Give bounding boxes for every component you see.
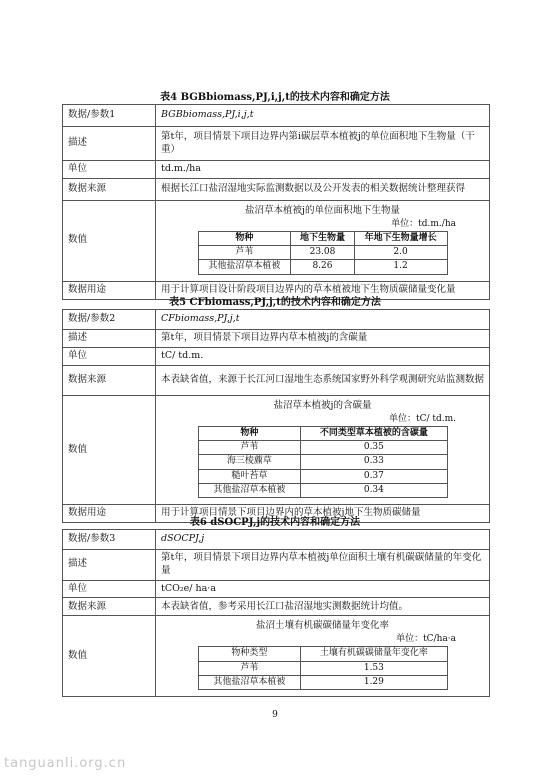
table4-param-value: BGBbiomass,PJ,i,j,t: [156, 105, 490, 127]
table4-desc-key: 描述: [63, 127, 156, 161]
table5-caption: 表5 CFbiomass,PJ,j,t的技术内容和确定方法: [169, 297, 381, 308]
table-cell: 2.0: [354, 246, 447, 260]
table4-source-value: 根据长江口盐沼湿地实际监测数据以及公开发表的相关数据统计整理获得: [156, 179, 490, 201]
table5-unit-value: tC/ td.m.: [156, 348, 490, 366]
table5-inner-table: [198, 426, 448, 498]
table4-inner-title: 盐沼草本植被j的单位面积地下生物量: [245, 205, 400, 216]
table-cell: 其他盐沼草本植被: [198, 483, 301, 497]
table6-param-key: 数据/参数3: [63, 530, 156, 550]
table4-inner-header: 物种: [198, 231, 291, 245]
table5-desc-key: 描述: [63, 330, 156, 348]
table-row: [198, 675, 447, 689]
table4-value-key: 数值: [63, 201, 156, 282]
table5-inner-header: 物种: [198, 426, 301, 440]
table-row: [198, 441, 447, 455]
table4-inner-header: 年地下生物量增长: [354, 231, 447, 245]
table5-inner-unit: 单位：tC/ td.m.: [388, 413, 456, 424]
table6-inner-table: [198, 646, 448, 690]
table-cell: 1.2: [354, 260, 447, 274]
table5-source-value: 本表缺省值，来源于长江河口湿地生态系统国家野外科学观测研究站监测数据: [156, 365, 490, 395]
table6-source-key: 数据来源: [63, 598, 156, 616]
table4-unit-value: td.m./ha: [156, 161, 490, 179]
table-cell: 海三棱藨草: [198, 455, 301, 469]
table6: [62, 529, 490, 697]
table-row: [198, 455, 447, 469]
table5-value-key: 数值: [63, 395, 156, 504]
table4-inner-unit: 单位：td.m./ha: [391, 218, 456, 229]
table-cell: 糙叶苔草: [198, 469, 301, 483]
table6-desc-value: 第t年，项目情景下项目边界内草本植被j单位面积土壤有机碳碳储量的年变化量: [156, 550, 490, 581]
table-cell: 0.33: [301, 455, 447, 469]
table-cell: 其他盐沼草本植被: [198, 260, 291, 274]
table6-desc-key: 描述: [63, 550, 156, 581]
table-cell: 8.26: [291, 260, 354, 274]
table6-source-value: 本表缺省值，参考采用长江口盐沼湿地实测数据统计均值。: [156, 598, 490, 616]
table4-inner-table: [198, 231, 448, 275]
table6-inner-header: 土壤有机碳碳储量年变化率: [301, 647, 447, 661]
table6-param-value: dSOCPJ,j: [156, 530, 490, 550]
table5-inner-header: 不同类型草本植被的含碳量: [301, 426, 447, 440]
table6-caption: 表6 dSOCPJ,j的技术内容和确定方法: [189, 517, 361, 528]
table5-value-cell: [156, 395, 490, 504]
table-row: [198, 661, 447, 675]
table6-unit-key: 单位: [63, 580, 156, 598]
table-cell: 0.34: [301, 483, 447, 497]
table5-use-value: 用于计算项目情景下项目边界内的草本植被j地下生物质碳储量: [156, 505, 490, 523]
table-row: [198, 260, 447, 274]
table5: [62, 309, 490, 523]
table5-param-key: 数据/参数2: [63, 310, 156, 330]
table5-desc-value: 第t年，项目情景下项目边界内草本植被j的含碳量: [156, 330, 490, 348]
table-cell: 其他盐沼草本植被: [198, 675, 301, 689]
table5-use-key: 数据用途: [63, 505, 156, 523]
table-cell: 23.08: [291, 246, 354, 260]
table6-inner-header: 物种类型: [198, 647, 301, 661]
table4-value-cell: [156, 201, 490, 282]
table6-inner-title: 盐沼土壤有机碳碳储量年变化率: [255, 620, 389, 632]
table5-inner-title: 盐沼草本植被j的含碳量: [273, 399, 372, 411]
table4-use-value: 用于计算项目设计阶段项目边界内的草本植被地下生物质碳储量变化量: [156, 281, 490, 299]
table-cell: 0.37: [301, 469, 447, 483]
table-cell: 芦苇: [198, 246, 291, 260]
table4-use-key: 数据用途: [63, 281, 156, 299]
table4-desc-value: 第t年，项目情景下项目边界内第i碳层草本植被j的单位面积地下生物量（干重）: [156, 127, 490, 161]
table5-source-key: 数据来源: [63, 365, 156, 395]
table6-inner-unit: 单位：tC/ha·a: [396, 634, 456, 645]
table-row: [198, 483, 447, 497]
table6-value-key: 数值: [63, 616, 156, 697]
table6-unit-value: tCO₂e/ ha·a: [156, 580, 490, 598]
watermark: tanguanli.org.cn: [4, 756, 127, 771]
table-row: [198, 246, 447, 260]
table5-unit-key: 单位: [63, 348, 156, 366]
table4-caption: 表4 BGBbiomass,PJ,i,j,t的技术内容和确定方法: [160, 92, 390, 103]
table-cell: 芦苇: [198, 661, 301, 675]
table6-value-cell: [156, 616, 490, 697]
table4-inner-header: 地下生物量: [291, 231, 354, 245]
table-cell: 1.53: [301, 661, 447, 675]
table-cell: 1.29: [301, 675, 447, 689]
table-row: [198, 469, 447, 483]
table4-unit-key: 单位: [63, 161, 156, 179]
table4-param-key: 数据/参数1: [63, 105, 156, 127]
table4: [62, 104, 490, 300]
table-cell: 0.35: [301, 441, 447, 455]
table4-source-key: 数据来源: [63, 179, 156, 201]
table5-param-value: CFbiomass,PJ,j,t: [156, 310, 490, 330]
page-number: 9: [272, 710, 278, 720]
table-cell: 芦苇: [198, 441, 301, 455]
